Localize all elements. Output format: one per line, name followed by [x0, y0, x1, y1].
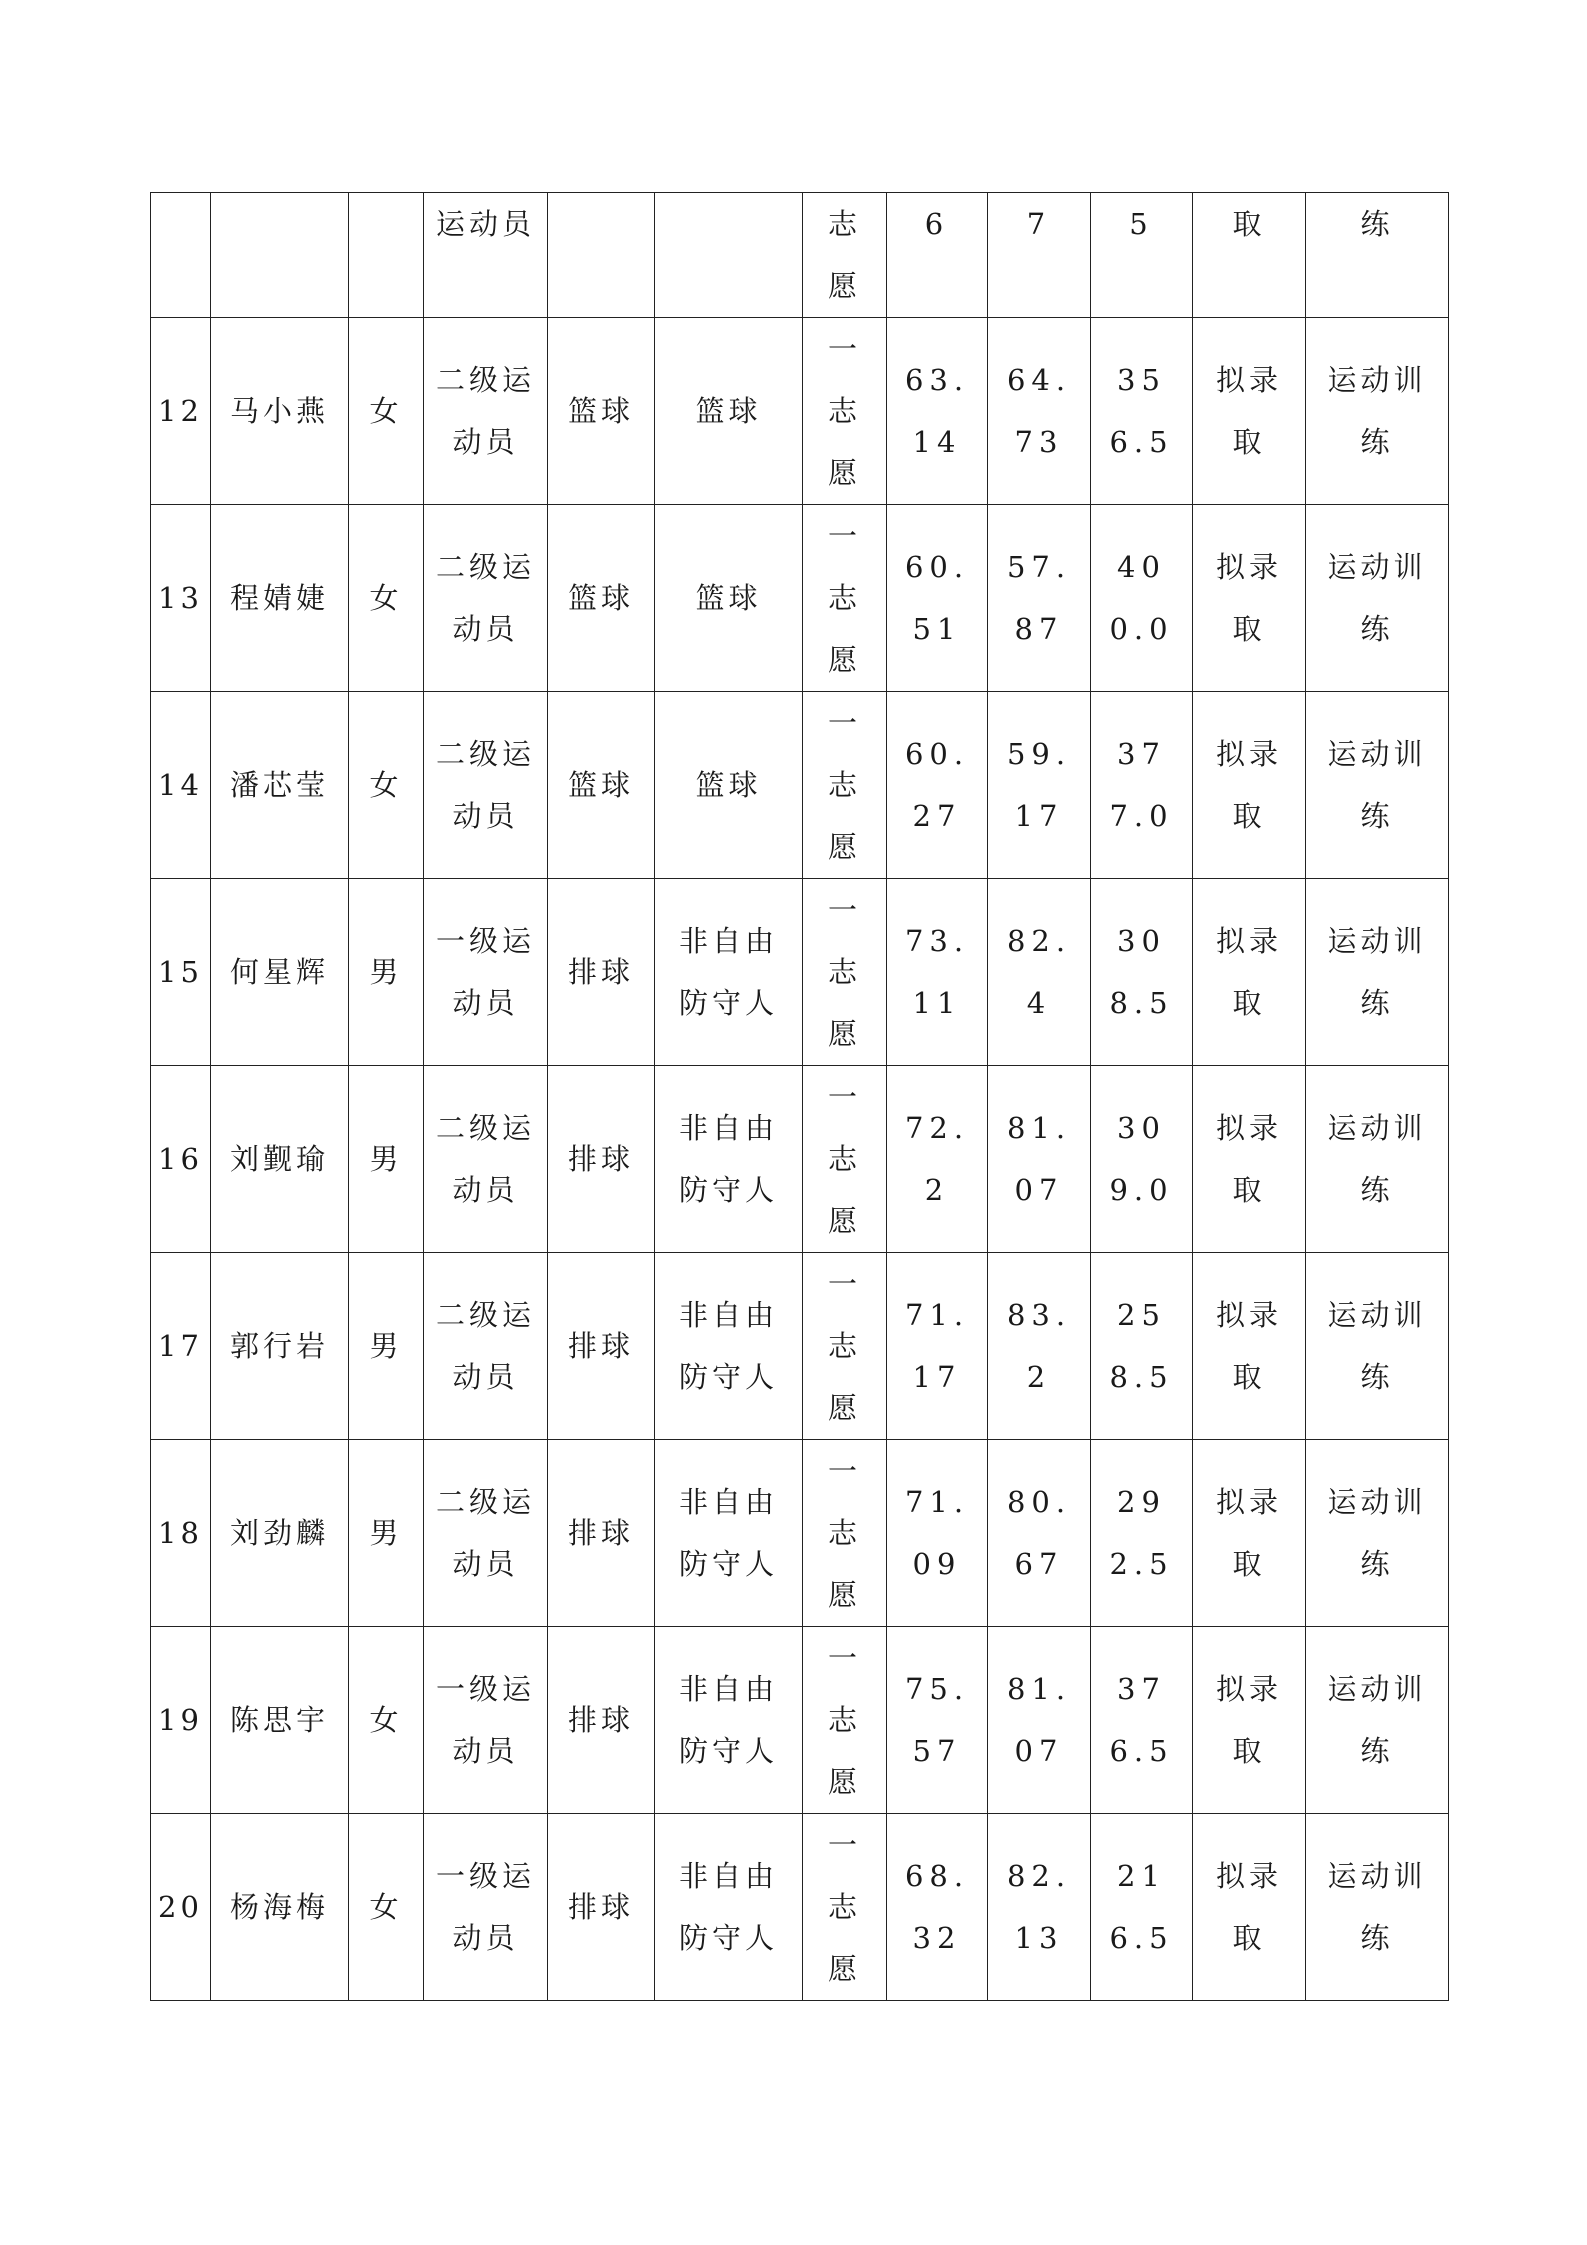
score-2-cell: 81.07 — [988, 1066, 1091, 1253]
score-3-cell: 292.5 — [1091, 1440, 1193, 1627]
name-cell: 程婧婕 — [211, 505, 349, 692]
name-cell: 杨海梅 — [211, 1814, 349, 2001]
wish-cell: 一志愿 — [803, 1066, 887, 1253]
index-cell: 16 — [151, 1066, 211, 1253]
sport-cell: 排球 — [548, 1440, 655, 1627]
index-cell: 13 — [151, 505, 211, 692]
event-cell: 篮球 — [655, 318, 803, 505]
name-cell: 何星辉 — [211, 879, 349, 1066]
score-2-cell: 82.13 — [988, 1814, 1091, 2001]
athlete-level-cell: 一级运动员 — [424, 1627, 548, 1814]
score-1-cell: 71.09 — [887, 1440, 988, 1627]
event-cell: 非自由防守人 — [655, 1066, 803, 1253]
table-body — [151, 193, 1449, 2001]
index-cell: 18 — [151, 1440, 211, 1627]
athlete-level-cell: 二级运动员 — [424, 1066, 548, 1253]
table-row — [151, 1440, 1449, 1627]
score-3-cell: 400.0 — [1091, 505, 1193, 692]
sport-cell: 排球 — [548, 879, 655, 1066]
index-cell: 19 — [151, 1627, 211, 1814]
sport-cell: 排球 — [548, 1814, 655, 2001]
index-cell: 17 — [151, 1253, 211, 1440]
major-cell: 运动训练 — [1306, 1253, 1449, 1440]
athlete-level-cell: 一级运动员 — [424, 879, 548, 1066]
gender-cell: 男 — [349, 1253, 424, 1440]
major-cell: 运动训练 — [1306, 505, 1449, 692]
major-cell: 运动训练 — [1306, 692, 1449, 879]
score-1-cell: 68.32 — [887, 1814, 988, 2001]
score-1-cell: 60.27 — [887, 692, 988, 879]
index-cell: 14 — [151, 692, 211, 879]
gender-cell: 女 — [349, 505, 424, 692]
table-row — [151, 318, 1449, 505]
major-cell: 运动训练 — [1306, 1814, 1449, 2001]
wish-cell: 一志愿 — [803, 318, 887, 505]
major-cell: 运动训练 — [1306, 1627, 1449, 1814]
event-cell: 篮球 — [655, 692, 803, 879]
name-cell: 潘芯莹 — [211, 692, 349, 879]
major-cell: 运动训练 — [1306, 318, 1449, 505]
gender-cell: 男 — [349, 879, 424, 1066]
score-2-cell: 59.17 — [988, 692, 1091, 879]
result-cell: 拟录取 — [1193, 505, 1306, 692]
index-cell: 15 — [151, 879, 211, 1066]
result-cell: 拟录取 — [1193, 1627, 1306, 1814]
result-cell: 拟录取 — [1193, 1253, 1306, 1440]
sport-cell: 篮球 — [548, 692, 655, 879]
admission-table — [150, 192, 1449, 2001]
event-cell — [655, 193, 803, 318]
score-3-cell: 216.5 — [1091, 1814, 1193, 2001]
name-cell: 刘觐瑜 — [211, 1066, 349, 1253]
event-cell: 非自由防守人 — [655, 1814, 803, 2001]
table-row — [151, 505, 1449, 692]
athlete-level-cell: 二级运动员 — [424, 692, 548, 879]
result-cell: 拟录取 — [1193, 1440, 1306, 1627]
event-cell: 非自由防守人 — [655, 1253, 803, 1440]
table-row-continued — [151, 193, 1449, 318]
score-1-cell: 75.57 — [887, 1627, 988, 1814]
table-row — [151, 1066, 1449, 1253]
sport-cell: 排球 — [548, 1627, 655, 1814]
score-2-cell: 82.4 — [988, 879, 1091, 1066]
result-cell: 拟录取 — [1193, 318, 1306, 505]
index-cell — [151, 193, 211, 318]
result-cell: 拟录取 — [1193, 1814, 1306, 2001]
score-3-cell: 308.5 — [1091, 879, 1193, 1066]
wish-cell: 一志愿 — [803, 505, 887, 692]
major-cell: 运动训练 — [1306, 1066, 1449, 1253]
gender-cell: 女 — [349, 1627, 424, 1814]
result-cell: 拟录取 — [1193, 879, 1306, 1066]
name-cell: 刘劲麟 — [211, 1440, 349, 1627]
sport-cell: 排球 — [548, 1066, 655, 1253]
table-row — [151, 1627, 1449, 1814]
table-row — [151, 692, 1449, 879]
score-2-cell: 64.73 — [988, 318, 1091, 505]
index-cell: 20 — [151, 1814, 211, 2001]
event-cell: 篮球 — [655, 505, 803, 692]
score-3-cell: 5 — [1091, 193, 1193, 318]
wish-cell: 一志愿 — [803, 879, 887, 1066]
score-3-cell: 258.5 — [1091, 1253, 1193, 1440]
name-cell: 马小燕 — [211, 318, 349, 505]
gender-cell: 女 — [349, 1814, 424, 2001]
major-cell: 练 — [1306, 193, 1449, 318]
name-cell — [211, 193, 349, 318]
score-3-cell: 377.0 — [1091, 692, 1193, 879]
sport-cell: 篮球 — [548, 505, 655, 692]
table-row — [151, 879, 1449, 1066]
gender-cell: 男 — [349, 1440, 424, 1627]
gender-cell — [349, 193, 424, 318]
score-1-cell: 73.11 — [887, 879, 988, 1066]
result-cell: 拟录取 — [1193, 692, 1306, 879]
gender-cell: 男 — [349, 1066, 424, 1253]
score-1-cell: 6 — [887, 193, 988, 318]
score-2-cell: 83.2 — [988, 1253, 1091, 1440]
score-3-cell: 356.5 — [1091, 318, 1193, 505]
athlete-level-cell: 二级运动员 — [424, 1440, 548, 1627]
gender-cell: 女 — [349, 318, 424, 505]
athlete-level-cell: 一级运动员 — [424, 1814, 548, 2001]
score-3-cell: 309.0 — [1091, 1066, 1193, 1253]
score-1-cell: 60.51 — [887, 505, 988, 692]
athlete-level-cell: 运动员 — [424, 193, 548, 318]
athlete-level-cell: 二级运动员 — [424, 1253, 548, 1440]
result-cell: 拟录取 — [1193, 1066, 1306, 1253]
major-cell: 运动训练 — [1306, 879, 1449, 1066]
sport-cell: 排球 — [548, 1253, 655, 1440]
name-cell: 陈思宇 — [211, 1627, 349, 1814]
name-cell: 郭行岩 — [211, 1253, 349, 1440]
score-2-cell: 80.67 — [988, 1440, 1091, 1627]
event-cell: 非自由防守人 — [655, 1440, 803, 1627]
score-1-cell: 63.14 — [887, 318, 988, 505]
score-1-cell: 72.2 — [887, 1066, 988, 1253]
event-cell: 非自由防守人 — [655, 1627, 803, 1814]
athlete-level-cell: 二级运动员 — [424, 505, 548, 692]
score-3-cell: 376.5 — [1091, 1627, 1193, 1814]
score-2-cell: 81.07 — [988, 1627, 1091, 1814]
table-row — [151, 1253, 1449, 1440]
score-2-cell: 57.87 — [988, 505, 1091, 692]
wish-cell: 一志愿 — [803, 1814, 887, 2001]
event-cell: 非自由防守人 — [655, 879, 803, 1066]
wish-cell: 一志愿 — [803, 1440, 887, 1627]
gender-cell: 女 — [349, 692, 424, 879]
table-row — [151, 1814, 1449, 2001]
wish-cell: 一志愿 — [803, 1253, 887, 1440]
wish-cell: 一志愿 — [803, 692, 887, 879]
wish-cell: 一志愿 — [803, 1627, 887, 1814]
wish-cell: 志愿 — [803, 193, 887, 318]
major-cell: 运动训练 — [1306, 1440, 1449, 1627]
score-2-cell: 7 — [988, 193, 1091, 318]
result-cell: 取 — [1193, 193, 1306, 318]
score-1-cell: 71.17 — [887, 1253, 988, 1440]
athlete-level-cell: 二级运动员 — [424, 318, 548, 505]
sport-cell — [548, 193, 655, 318]
index-cell: 12 — [151, 318, 211, 505]
sport-cell: 篮球 — [548, 318, 655, 505]
